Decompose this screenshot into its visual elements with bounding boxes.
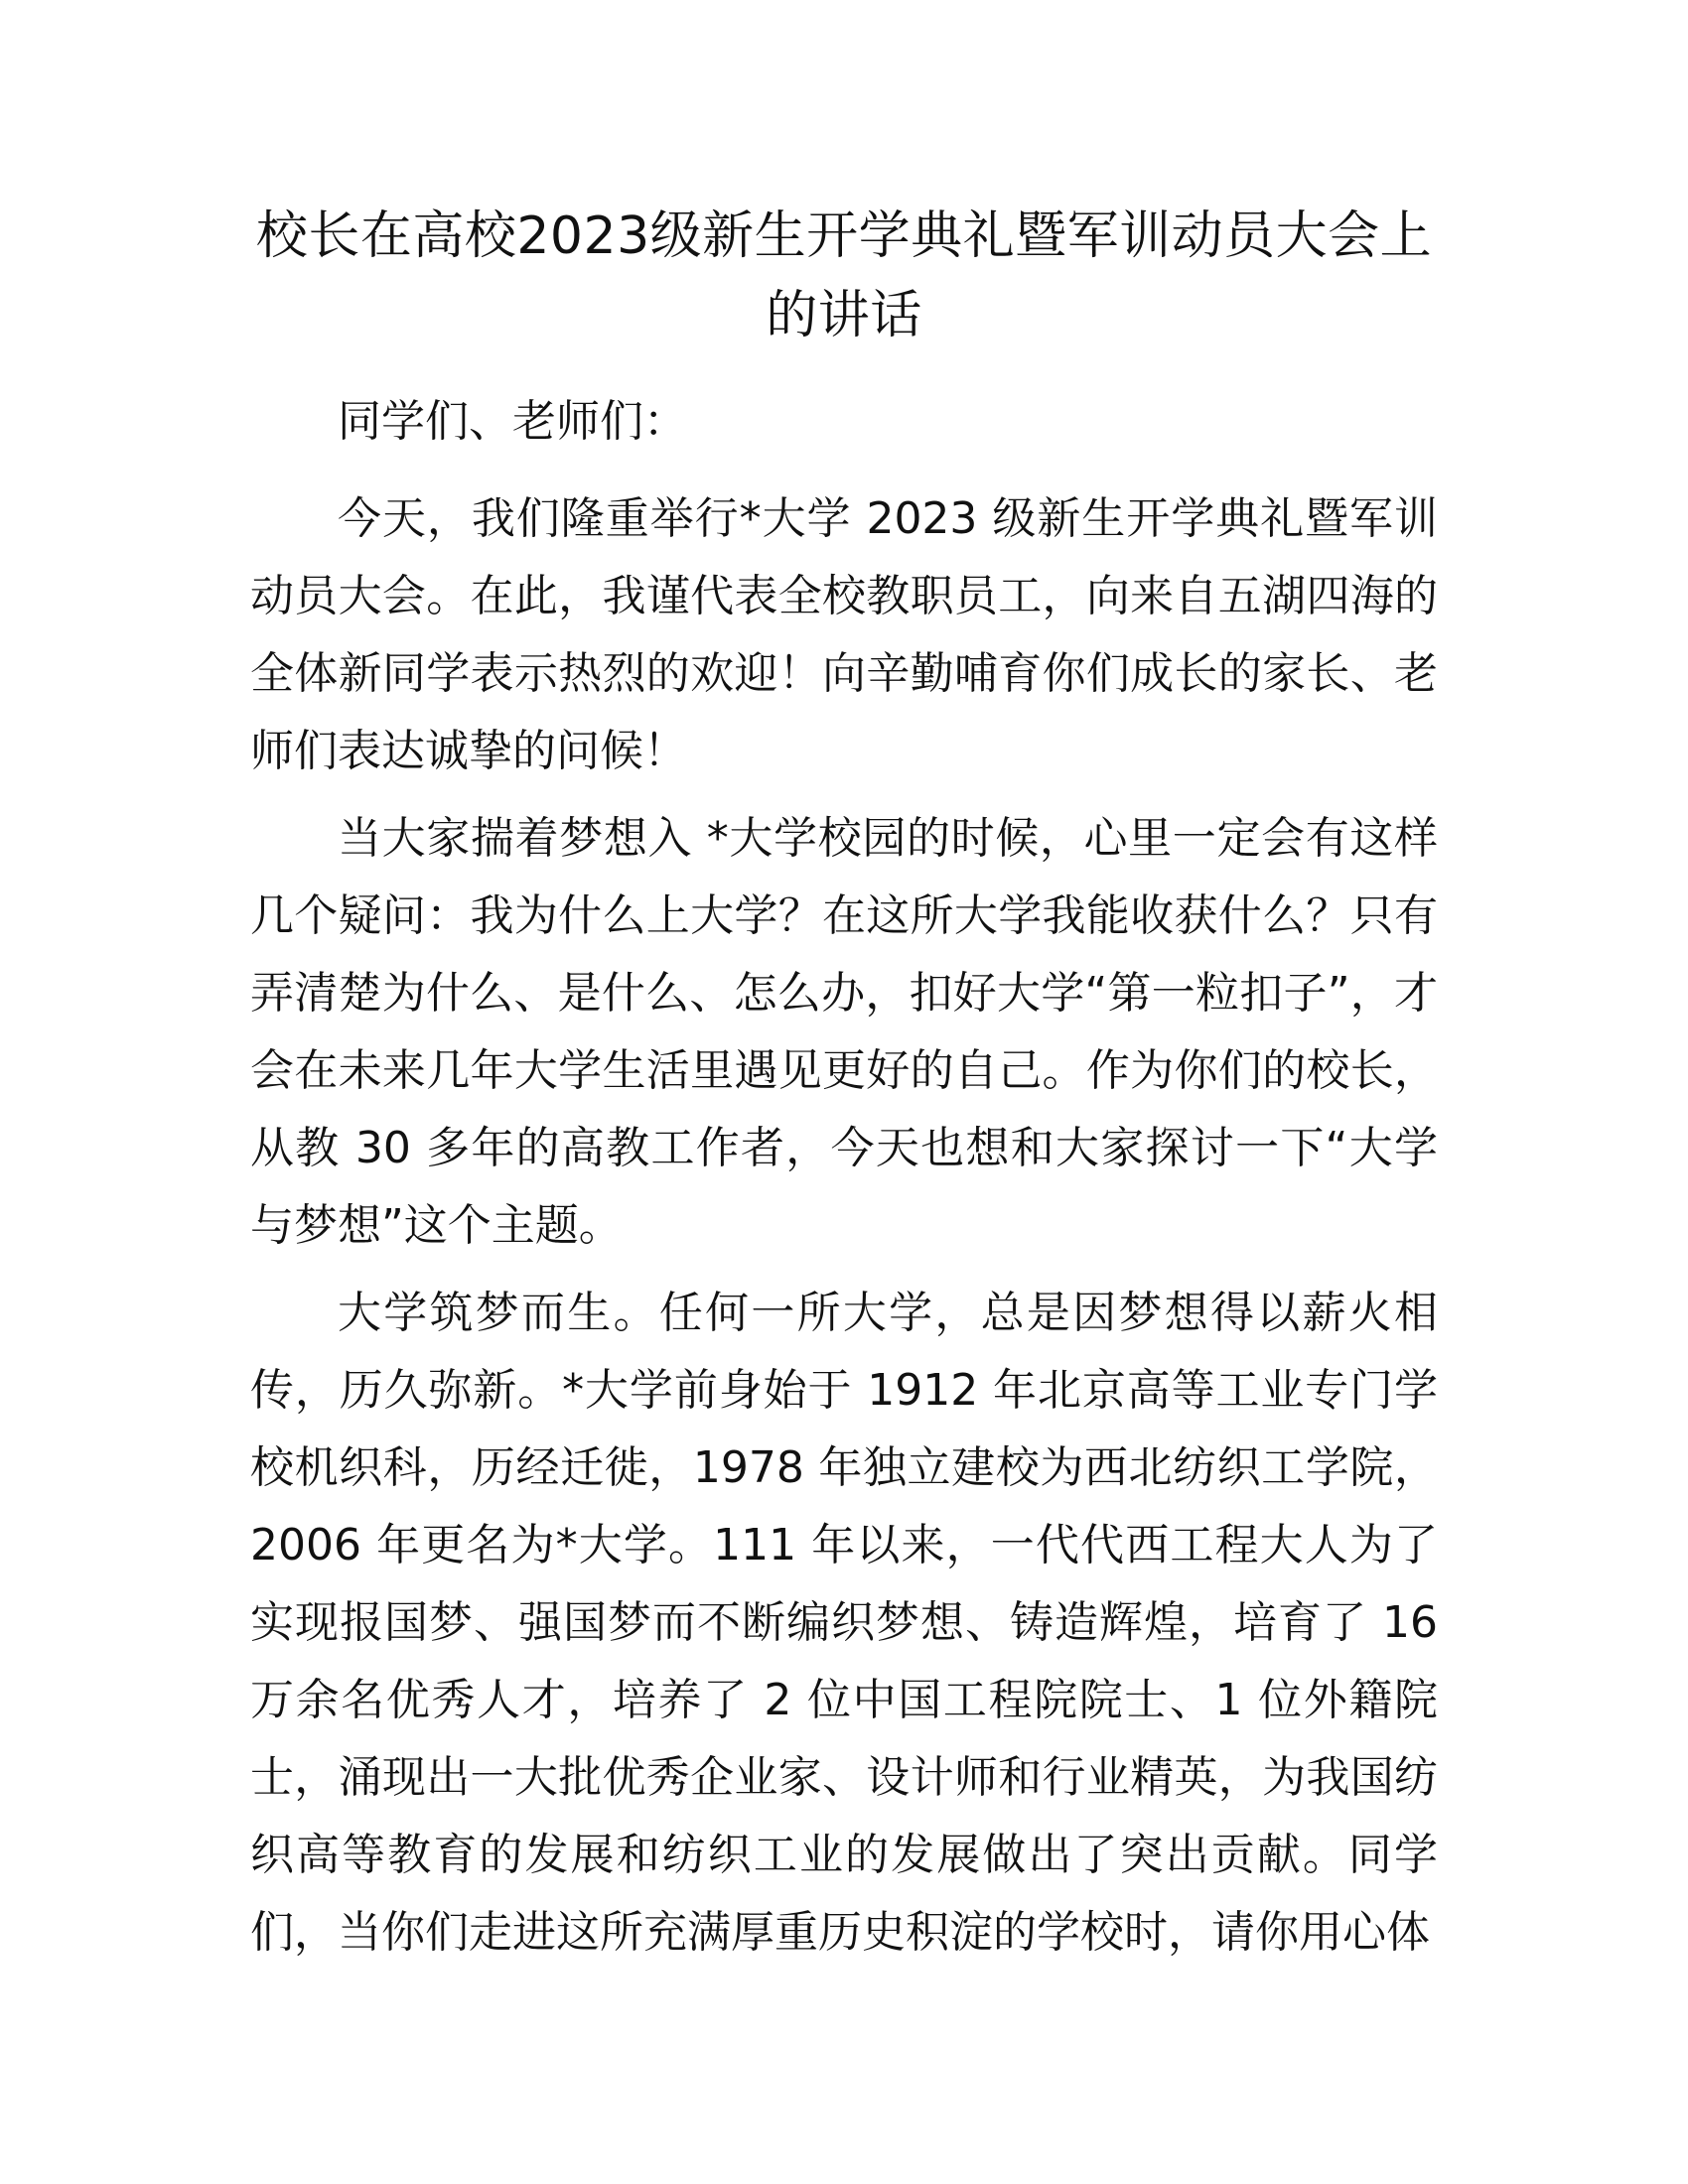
paragraph-history: 大学筑梦而生。任何一所大学，总是因梦想得以薪火相传，历久弥新。*大学前身始于 1912 年北京高等工业专门学校机织科，历经迁徙，1978 年独立建校为西北纺织工学院，2006 年更名为*大学。111 年以来，一代代西工程大人为了实现报国梦、强国梦而不断编织梦想、铸造辉煌，培育了 16 万余名优秀人才，培养了 2 位中国工程院院士、1 位外籍院士，涌现出一大批优秀企业家、设计师和行业精英，为我国纺织高等教育的发展和纺织工业的发展做出了突出贡献。同学们，当你们走进这所充满厚重历史积淀的学校时，请你用心体 bbox=[250, 1288, 1438, 1958]
paragraph-questions: 当大家揣着梦想入 *大学校园的时候，心里一定会有这样几个疑问：我为什么上大学？在这所大学我能收获什么？只有弄清楚为什么、是什么、怎么办，扣好大学“第一粒扣子”，才会在未来几年大学生活里遇见更好的自己。作为你们的校长，从教 30 多年的高教工作者，今天也想和大家探讨一下“大学与梦想”这个主题。 bbox=[250, 813, 1438, 1251]
paragraph-welcome: 今天，我们隆重举行*大学 2023 级新生开学典礼暨军训动员大会。在此，我谨代表全校教职员工，向来自五湖四海的全体新同学表示热烈的欢迎！向辛勤哺育你们成长的家长、老师们表达诚挚的问候！ bbox=[250, 493, 1438, 776]
document-body bbox=[250, 383, 1438, 1981]
document-title: 校长在高校2023级新生开学典礼暨军训动员大会上的讲话 bbox=[255, 206, 1433, 345]
salutation: 同学们、老师们： bbox=[338, 396, 687, 447]
